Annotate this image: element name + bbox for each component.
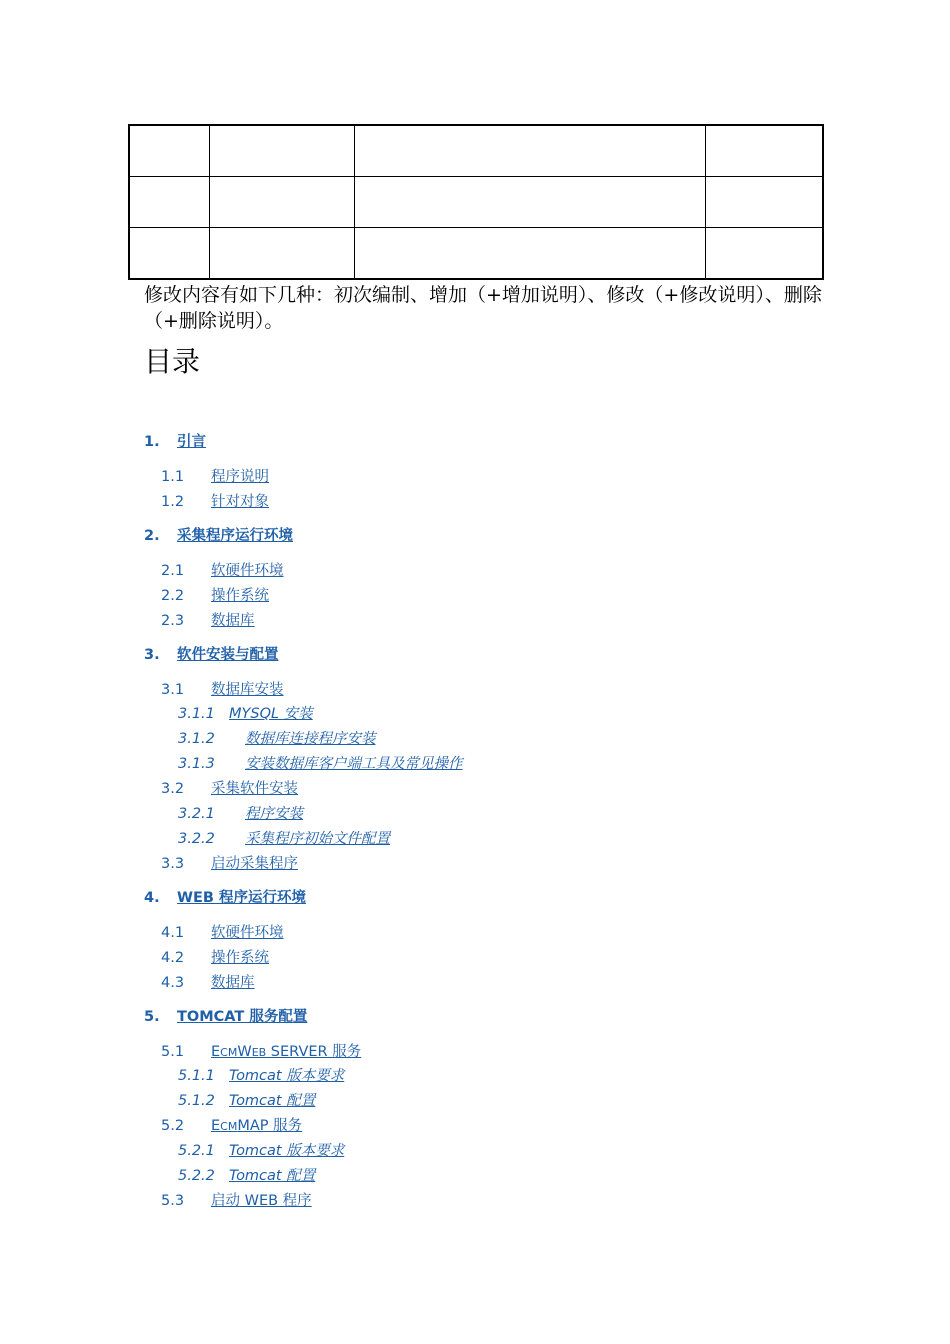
table-cell xyxy=(705,228,823,280)
toc-item[interactable]: 5.2 ECMMAP 服务 xyxy=(161,1118,303,1134)
table-cell xyxy=(129,125,209,177)
table-cell xyxy=(209,177,354,228)
toc-item[interactable]: 3.3 启动采集程序 xyxy=(161,856,298,872)
table-cell xyxy=(354,125,705,177)
table-cell xyxy=(129,177,209,228)
toc-item[interactable]: 5. TOMCAT 服务配置 xyxy=(144,1009,308,1025)
toc-item[interactable]: 3. 软件安装与配置 xyxy=(144,647,279,663)
toc-item[interactable]: 5.3 启动 WEB 程序 xyxy=(161,1193,312,1209)
revision-note: 修改内容有如下几种：初次编制、增加（+增加说明）、修改（+修改说明）、删除（+删除说明）。 xyxy=(144,284,822,332)
table-cell xyxy=(209,125,354,177)
table-row xyxy=(129,125,823,177)
toc-item[interactable]: 5.2.1 Tomcat 版本要求 xyxy=(178,1143,345,1159)
table-cell xyxy=(354,228,705,280)
toc-item[interactable]: 3.1.1 MYSQL 安装 xyxy=(178,706,313,722)
table-cell xyxy=(129,228,209,280)
toc-item[interactable]: 3.1.3 安装数据库客户端工具及常见操作 xyxy=(178,756,463,772)
toc-item[interactable]: 5.2.2 Tomcat 配置 xyxy=(178,1168,316,1184)
toc-item[interactable]: 4.1 软硬件环境 xyxy=(161,925,284,941)
toc-item[interactable]: 4. WEB 程序运行环境 xyxy=(144,890,306,906)
table-cell xyxy=(354,177,705,228)
toc-item[interactable]: 3.2.2 采集程序初始文件配置 xyxy=(178,831,390,847)
revision-table xyxy=(128,124,824,280)
table-row xyxy=(129,228,823,280)
toc-item[interactable]: 3.1.2 数据库连接程序安装 xyxy=(178,731,376,747)
toc-item[interactable]: 3.2 采集软件安装 xyxy=(161,781,298,797)
toc-item[interactable]: 2. 采集程序运行环境 xyxy=(144,528,293,544)
toc-item[interactable]: 4.3 数据库 xyxy=(161,975,255,991)
toc-item[interactable]: 1.1 程序说明 xyxy=(161,469,269,485)
toc-item[interactable]: 2.1 软硬件环境 xyxy=(161,563,284,579)
toc-item[interactable]: 3.1 数据库安装 xyxy=(161,682,284,698)
table-cell xyxy=(705,177,823,228)
toc-item[interactable]: 3.2.1 程序安装 xyxy=(178,806,303,822)
toc-item[interactable]: 2.2 操作系统 xyxy=(161,588,269,604)
toc-item[interactable]: 2.3 数据库 xyxy=(161,613,255,629)
toc-item[interactable]: 5.1.2 Tomcat 配置 xyxy=(178,1093,316,1109)
toc-item[interactable]: 5.1.1 Tomcat 版本要求 xyxy=(178,1068,345,1084)
toc-item[interactable]: 1.2 针对对象 xyxy=(161,494,269,510)
table-cell xyxy=(209,228,354,280)
toc-item[interactable]: 4.2 操作系统 xyxy=(161,950,269,966)
table-row xyxy=(129,177,823,228)
toc-item[interactable]: 5.1 ECMWEB SERVER 服务 xyxy=(161,1044,362,1060)
table-cell xyxy=(705,125,823,177)
toc-title: 目录 xyxy=(144,345,201,378)
toc-item[interactable]: 1. 引言 xyxy=(144,434,206,450)
